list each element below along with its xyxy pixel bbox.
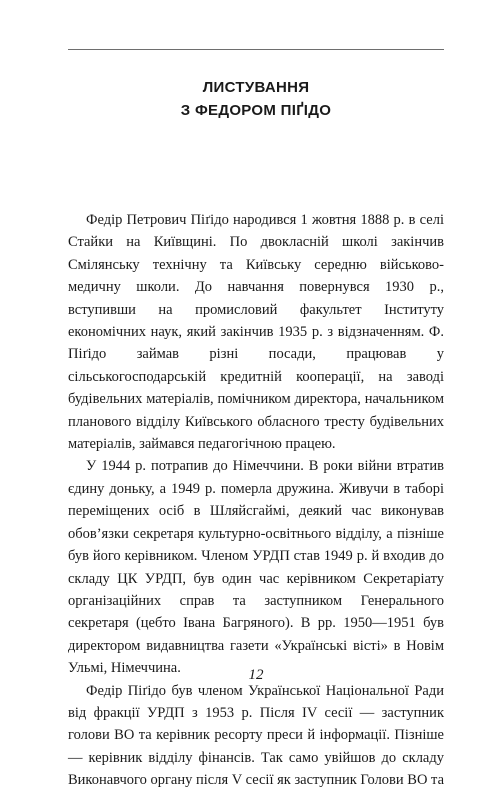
chapter-heading <box>68 76 444 122</box>
top-rule <box>68 49 444 50</box>
paragraph: У 1944 р. потрапив до Німеччини. В роки війни втратив єдину доньку, а 1949 р. померла дружина. Живучи в таборі переміщених осіб в Шляйсгаймі, деякий час виконував обов’язки секретаря культурно-освітнього відділу, а пізніше був його керівником. Членом УРДП став 1949 р. й входив до складу ЦК УРДП, був один час керівником Секретаріату організаційних справ та заступником Генерального секретаря (цебто Івана Багряного). В рр. 1950—1951 був директором видавництва газети «Українські вісті» в Новім Ульмі, Німеччина. <box>68 458 444 677</box>
paragraph: Федір Петрович Піґідо народився 1 жовтня 1888 р. в селі Стайки на Київщині. По двокласній школі закінчив Смілянську технічну та Київську середню військово-медичну школи. До навчання повернувся 1930 р., вступивши на промисловий факультет Інституту економічних наук, який закінчив 1935 р. з відзначенням. Ф. Піґідо займав різні посади, працював у сільськогосподарській кредитній кооперації, на заводі будівельних матеріалів, помічником директора, начальником планового відділу Київського обласного тресту будівельних матеріалів, займався педагогічною працею. <box>68 212 444 453</box>
body-text <box>68 209 444 792</box>
chapter-heading-line-2: З ФЕДОРОМ ПІҐІДО <box>180 102 332 119</box>
paragraph: Федір Піґідо був членом Української Національної Ради від фракції УРДП з 1953 р. Після IV сесії — заступник голови ВО та керівник ресорту преси й інформації. Пізніше — керівник відділу фінансів. Так само увійшов до складу Виконавчого органу після V сесії як заступник Голови ВО та <box>68 682 445 789</box>
page-number: 12 <box>248 667 264 683</box>
chapter-heading-line-1: ЛИСТУВАННЯ <box>202 79 310 96</box>
